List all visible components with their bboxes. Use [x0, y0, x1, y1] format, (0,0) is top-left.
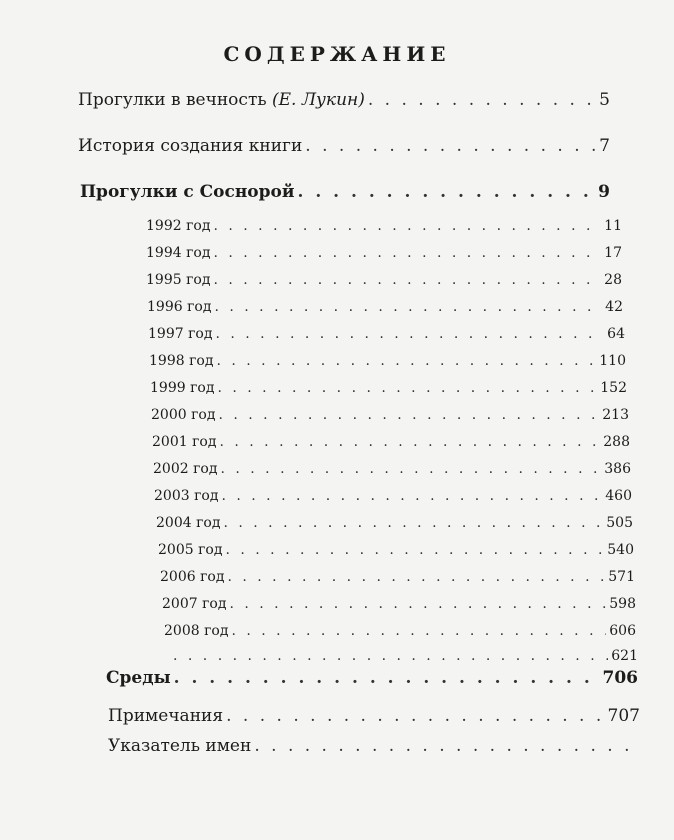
toc-subentry — [164, 623, 636, 639]
dot-leader — [216, 353, 596, 369]
toc-entry-page: 598 — [609, 596, 636, 612]
toc-entry-label: 2003 год — [154, 488, 219, 504]
dot-leader — [226, 706, 604, 726]
toc-entry-page: 64 — [607, 326, 625, 342]
toc-entry-page: 571 — [608, 569, 635, 585]
dot-leader — [221, 488, 602, 504]
toc-entry-page: 5 — [599, 90, 610, 110]
toc-entry-label: 2000 год — [151, 407, 216, 423]
toc-subentry — [151, 407, 629, 423]
dot-leader — [213, 272, 601, 288]
toc-entry-label: Прогулки в вечность (Е. Лукин) — [78, 90, 365, 110]
toc-entry-label: 1992 год — [146, 218, 211, 234]
dot-leader — [225, 542, 604, 558]
toc-subentry — [158, 542, 634, 558]
toc-entry-label: 2008 год — [164, 623, 229, 639]
toc-entry-page: 460 — [605, 488, 632, 504]
toc-entry-label: Примечания — [108, 706, 224, 726]
toc-subentry — [150, 380, 627, 396]
toc-entry-label: Прогулки с Соснорой — [80, 182, 295, 202]
toc-entry-page: 505 — [606, 515, 633, 531]
page-title: СОДЕРЖАНИЕ — [223, 42, 451, 66]
toc-entry-page: 17 — [604, 245, 622, 261]
toc-entry-label: 1996 год — [147, 299, 212, 315]
toc-entry-page: 11 — [604, 218, 622, 234]
toc-subentry — [156, 515, 633, 531]
toc-entry-label: Указатель имен — [108, 736, 252, 756]
toc-entry-label: 2002 год — [153, 461, 218, 477]
dot-leader — [223, 515, 603, 531]
toc-subentry — [154, 488, 632, 504]
toc-entry-label: 1997 год — [148, 326, 213, 342]
toc-entry-label: 1998 год — [149, 353, 214, 369]
toc-subentry — [153, 461, 631, 477]
toc-entry-page: 7 — [599, 136, 610, 156]
dot-leader — [213, 218, 601, 234]
dot-leader — [368, 90, 596, 110]
toc-entry-label: 1995 год — [146, 272, 211, 288]
toc-subentry — [162, 596, 636, 612]
toc-entry — [108, 706, 640, 726]
toc-entry-page: 9 — [598, 182, 610, 202]
dot-leader — [219, 434, 600, 450]
toc-section-entry — [80, 182, 610, 202]
toc-subentry — [152, 434, 630, 450]
toc-entry-page: 213 — [602, 407, 629, 423]
toc-subentry — [146, 245, 622, 261]
dot-leader — [254, 736, 637, 756]
dot-leader — [214, 299, 602, 315]
dot-leader — [297, 182, 595, 202]
toc-entry — [78, 136, 610, 156]
toc-entry — [108, 736, 640, 756]
toc-subentry — [146, 272, 622, 288]
toc-section-entry — [106, 668, 638, 688]
toc-entry-page: 621 — [611, 648, 638, 664]
toc-entry-page: 707 — [607, 706, 640, 726]
toc-entry-label: 2001 год — [152, 434, 217, 450]
toc-entry-label: 2006 год — [160, 569, 225, 585]
toc-entry-page: 28 — [604, 272, 622, 288]
toc-entry-label: Среды — [106, 668, 171, 688]
dot-leader — [173, 648, 608, 664]
toc-entry-page: 540 — [607, 542, 634, 558]
toc-entry-label: 2007 год — [162, 596, 227, 612]
toc-entry-label: 1999 год — [150, 380, 215, 396]
dot-leader — [220, 461, 601, 477]
toc-entry-label: История создания книги — [78, 136, 303, 156]
toc-entry-page: 606 — [609, 623, 636, 639]
toc-entry-page: 386 — [604, 461, 631, 477]
toc-entry-page: 288 — [603, 434, 630, 450]
dot-leader — [231, 623, 606, 639]
toc-entry-page: 706 — [602, 668, 638, 688]
toc-subentry — [170, 648, 638, 664]
toc-subentry — [149, 353, 626, 369]
toc-subentry — [148, 326, 625, 342]
toc-entry-page: 152 — [600, 380, 627, 396]
dot-leader — [227, 569, 605, 585]
dot-leader — [213, 245, 601, 261]
toc-entry — [78, 90, 610, 110]
dot-leader — [305, 136, 596, 156]
dot-leader — [217, 380, 597, 396]
toc-entry-label: 2004 год — [156, 515, 221, 531]
toc-entry-page: 110 — [599, 353, 626, 369]
toc-entry-label: 1994 год — [146, 245, 211, 261]
dot-leader — [218, 407, 599, 423]
toc-entry-page: 42 — [605, 299, 623, 315]
toc-subentry — [160, 569, 635, 585]
dot-leader — [229, 596, 606, 612]
dot-leader — [174, 668, 600, 688]
toc-entry-label: 2005 год — [158, 542, 223, 558]
toc-subentry — [146, 218, 622, 234]
toc-subentry — [147, 299, 623, 315]
dot-leader — [215, 326, 604, 342]
